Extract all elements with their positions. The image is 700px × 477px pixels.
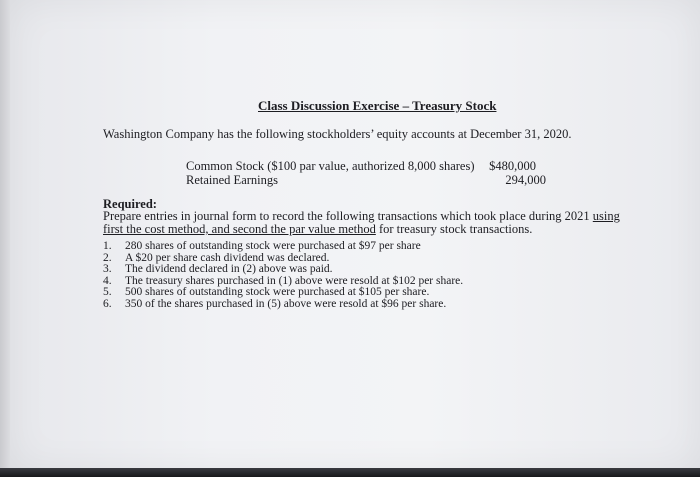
item-text: The dividend declared in (2) above was paid. [125,263,333,276]
intro-paragraph: Washington Company has the following stockholders’ equity accounts at December 31, 2020. [103,127,572,141]
document-title: Class Discussion Exercise – Treasury Stock [258,98,497,113]
item-text: 350 of the shares purchased in (5) above were resold at $96 per share. [125,297,447,310]
item-number: 3. [103,263,112,276]
item-number: 1. [103,240,112,252]
account-amount: 294,000 [505,173,546,187]
account-row-retained-earnings [186,173,546,188]
instructions-underlined-methods: first the cost method, and second the par value method [103,222,376,236]
item-number: 4. [103,274,112,287]
required-heading: Required: [103,197,157,211]
item-number: 2. [103,251,112,264]
item-text: The treasury shares purchased in (1) above were resold at $102 per share. [125,274,464,287]
account-name: Retained Earnings [186,173,278,187]
monitor-bezel [0,468,700,477]
item-number: 5. [103,286,112,299]
item-text: A $20 per share cash dividend was declared. [125,251,330,264]
monitor-edge [0,0,10,470]
instructions-tail: for treasury stock transactions. [375,222,533,236]
transaction-list [103,241,463,311]
item-text: 280 shares of outstanding stock were purchased at $97 per share [125,240,421,252]
account-name: Common Stock ($100 par value, authorized 8,000 shares) [186,159,475,173]
instructions-underlined-using: using [592,209,620,223]
item-number: 6. [103,297,112,310]
item-text: 500 shares of outstanding stock were purchased at $105 per share. [125,286,430,299]
account-amount: $480,000 [489,159,536,173]
instructions-text: Prepare entries in journal form to record the following transactions which took place during 2021 [103,209,593,223]
instructions-paragraph [103,210,663,236]
account-row-common-stock [186,159,546,174]
list-item [103,299,463,311]
